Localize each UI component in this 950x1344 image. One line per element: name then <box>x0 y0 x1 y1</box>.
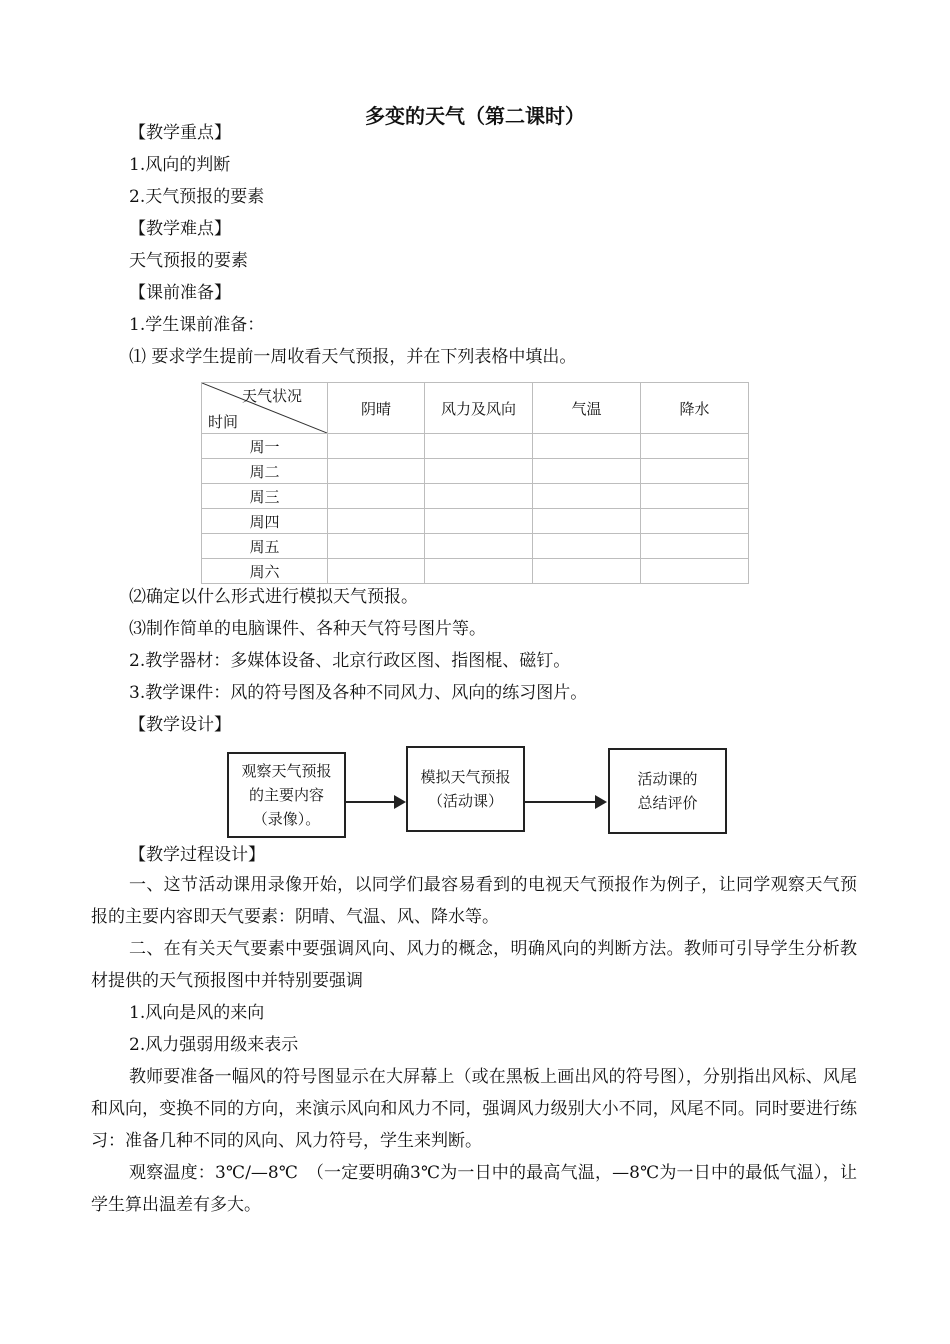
flow-box-observe <box>227 752 346 838</box>
table-cell <box>328 534 425 559</box>
page-title: 多变的天气（第二课时） <box>365 104 585 128</box>
table-cell <box>641 459 749 484</box>
flow-box-text: 模拟天气预报 <box>420 768 511 786</box>
table-cell <box>425 484 533 509</box>
table-row <box>202 534 749 559</box>
column-header: 阴晴 <box>328 383 425 434</box>
weather-record-table <box>201 382 749 584</box>
table-cell <box>533 509 641 534</box>
design-heading: 【教学设计】 <box>129 715 231 735</box>
prep-item-1a: ⑴ 要求学生提前一周收看天气预报，并在下列表格中填出。 <box>129 347 577 367</box>
flow-box-text: 总结评价 <box>637 794 698 812</box>
teaching-difficulty-heading: 【教学难点】 <box>129 219 231 239</box>
prep-item-3: 3.教学课件：风的符号图及各种不同风力、风向的练习图片。 <box>129 683 588 703</box>
table-cell <box>425 509 533 534</box>
flow-box-text: 观察天气预报 <box>241 762 332 780</box>
table-cell <box>425 559 533 584</box>
table-row <box>202 434 749 459</box>
table-row <box>202 559 749 584</box>
process-paragraph-1: 一、这节活动课用录像开始，以同学们最容易看到的电视天气预报作为例子，让同学观察天气预报的主要内容即天气要素：阴晴、气温、风、降水等。 <box>91 875 857 927</box>
column-header: 降水 <box>641 383 749 434</box>
process-point-1: 1.风向是风的来向 <box>129 1003 265 1023</box>
flow-box-simulate <box>406 746 525 832</box>
table-cell <box>328 434 425 459</box>
flow-box-text: （录像）。 <box>252 810 321 828</box>
prep-item-2: 2.教学器材：多媒体设备、北京行政区图、指图棍、磁钉。 <box>129 651 571 671</box>
table-row <box>202 484 749 509</box>
process-paragraph-4: 观察温度：3℃/—8℃ （一定要明确3℃为一日中的最高气温，—8℃为一日中的最低气温），让学生算出温差有多大。 <box>91 1163 857 1215</box>
prep-item-1b: ⑵确定以什么形式进行模拟天气预报。 <box>129 587 418 607</box>
flow-arrow-1 <box>346 801 404 803</box>
preparation-heading: 【课前准备】 <box>129 283 231 303</box>
row-label: 周二 <box>202 459 328 484</box>
row-label: 周六 <box>202 559 328 584</box>
flow-box-text: 的主要内容 <box>248 786 324 804</box>
row-label: 周四 <box>202 509 328 534</box>
table-cell <box>641 509 749 534</box>
table-cell <box>641 484 749 509</box>
row-label: 周五 <box>202 534 328 559</box>
table-cell <box>425 534 533 559</box>
table-cell <box>328 484 425 509</box>
flow-box-summary <box>608 748 727 834</box>
diag-top-label: 天气状况 <box>242 387 303 405</box>
prep-item-1c: ⑶制作简单的电脑课件、各种天气符号图片等。 <box>129 619 486 639</box>
flow-box-text: （活动课） <box>427 792 503 810</box>
table-cell <box>328 459 425 484</box>
row-label: 周三 <box>202 484 328 509</box>
diag-bottom-label: 时间 <box>208 413 239 431</box>
table-cell <box>641 559 749 584</box>
prep-item-1: 1.学生课前准备： <box>129 315 265 335</box>
table-cell <box>533 434 641 459</box>
flow-box-text: 活动课的 <box>637 770 698 788</box>
table-header-row <box>202 383 749 434</box>
table-cell <box>425 459 533 484</box>
teaching-focus-heading: 【教学重点】 <box>129 123 231 143</box>
process-heading: 【教学过程设计】 <box>129 845 265 865</box>
focus-item-1: 1.风向的判断 <box>129 155 231 175</box>
table-cell <box>641 534 749 559</box>
process-point-2: 2.风力强弱用级来表示 <box>129 1035 299 1055</box>
table-cell <box>533 559 641 584</box>
table-cell <box>533 534 641 559</box>
table-cell <box>641 434 749 459</box>
flow-arrow-2 <box>525 801 605 803</box>
table-cell <box>533 484 641 509</box>
row-label: 周一 <box>202 434 328 459</box>
process-paragraph-2: 二、在有关天气要素中要强调风向、风力的概念，明确风向的判断方法。教师可引导学生分析教材提供的天气预报图中并特别要强调 <box>91 939 857 991</box>
process-paragraph-3: 教师要准备一幅风的符号图显示在大屏幕上（或在黑板上画出风的符号图），分别指出风标、风尾和风向，变换不同的方向，来演示风向和风力不同，强调风力级别大小不同，风尾不同。同时要进行练习：准备几种不同的风向、风力符号，学生来判断。 <box>91 1067 857 1151</box>
focus-item-2: 2.天气预报的要素 <box>129 187 265 207</box>
table-cell <box>328 509 425 534</box>
difficulty-item-1: 天气预报的要素 <box>129 251 248 271</box>
table-row <box>202 509 749 534</box>
table-row <box>202 459 749 484</box>
table-cell <box>533 459 641 484</box>
column-header: 气温 <box>533 383 641 434</box>
table-cell <box>328 559 425 584</box>
table-cell <box>425 434 533 459</box>
diagonal-header-cell <box>202 383 328 434</box>
column-header: 风力及风向 <box>425 383 533 434</box>
